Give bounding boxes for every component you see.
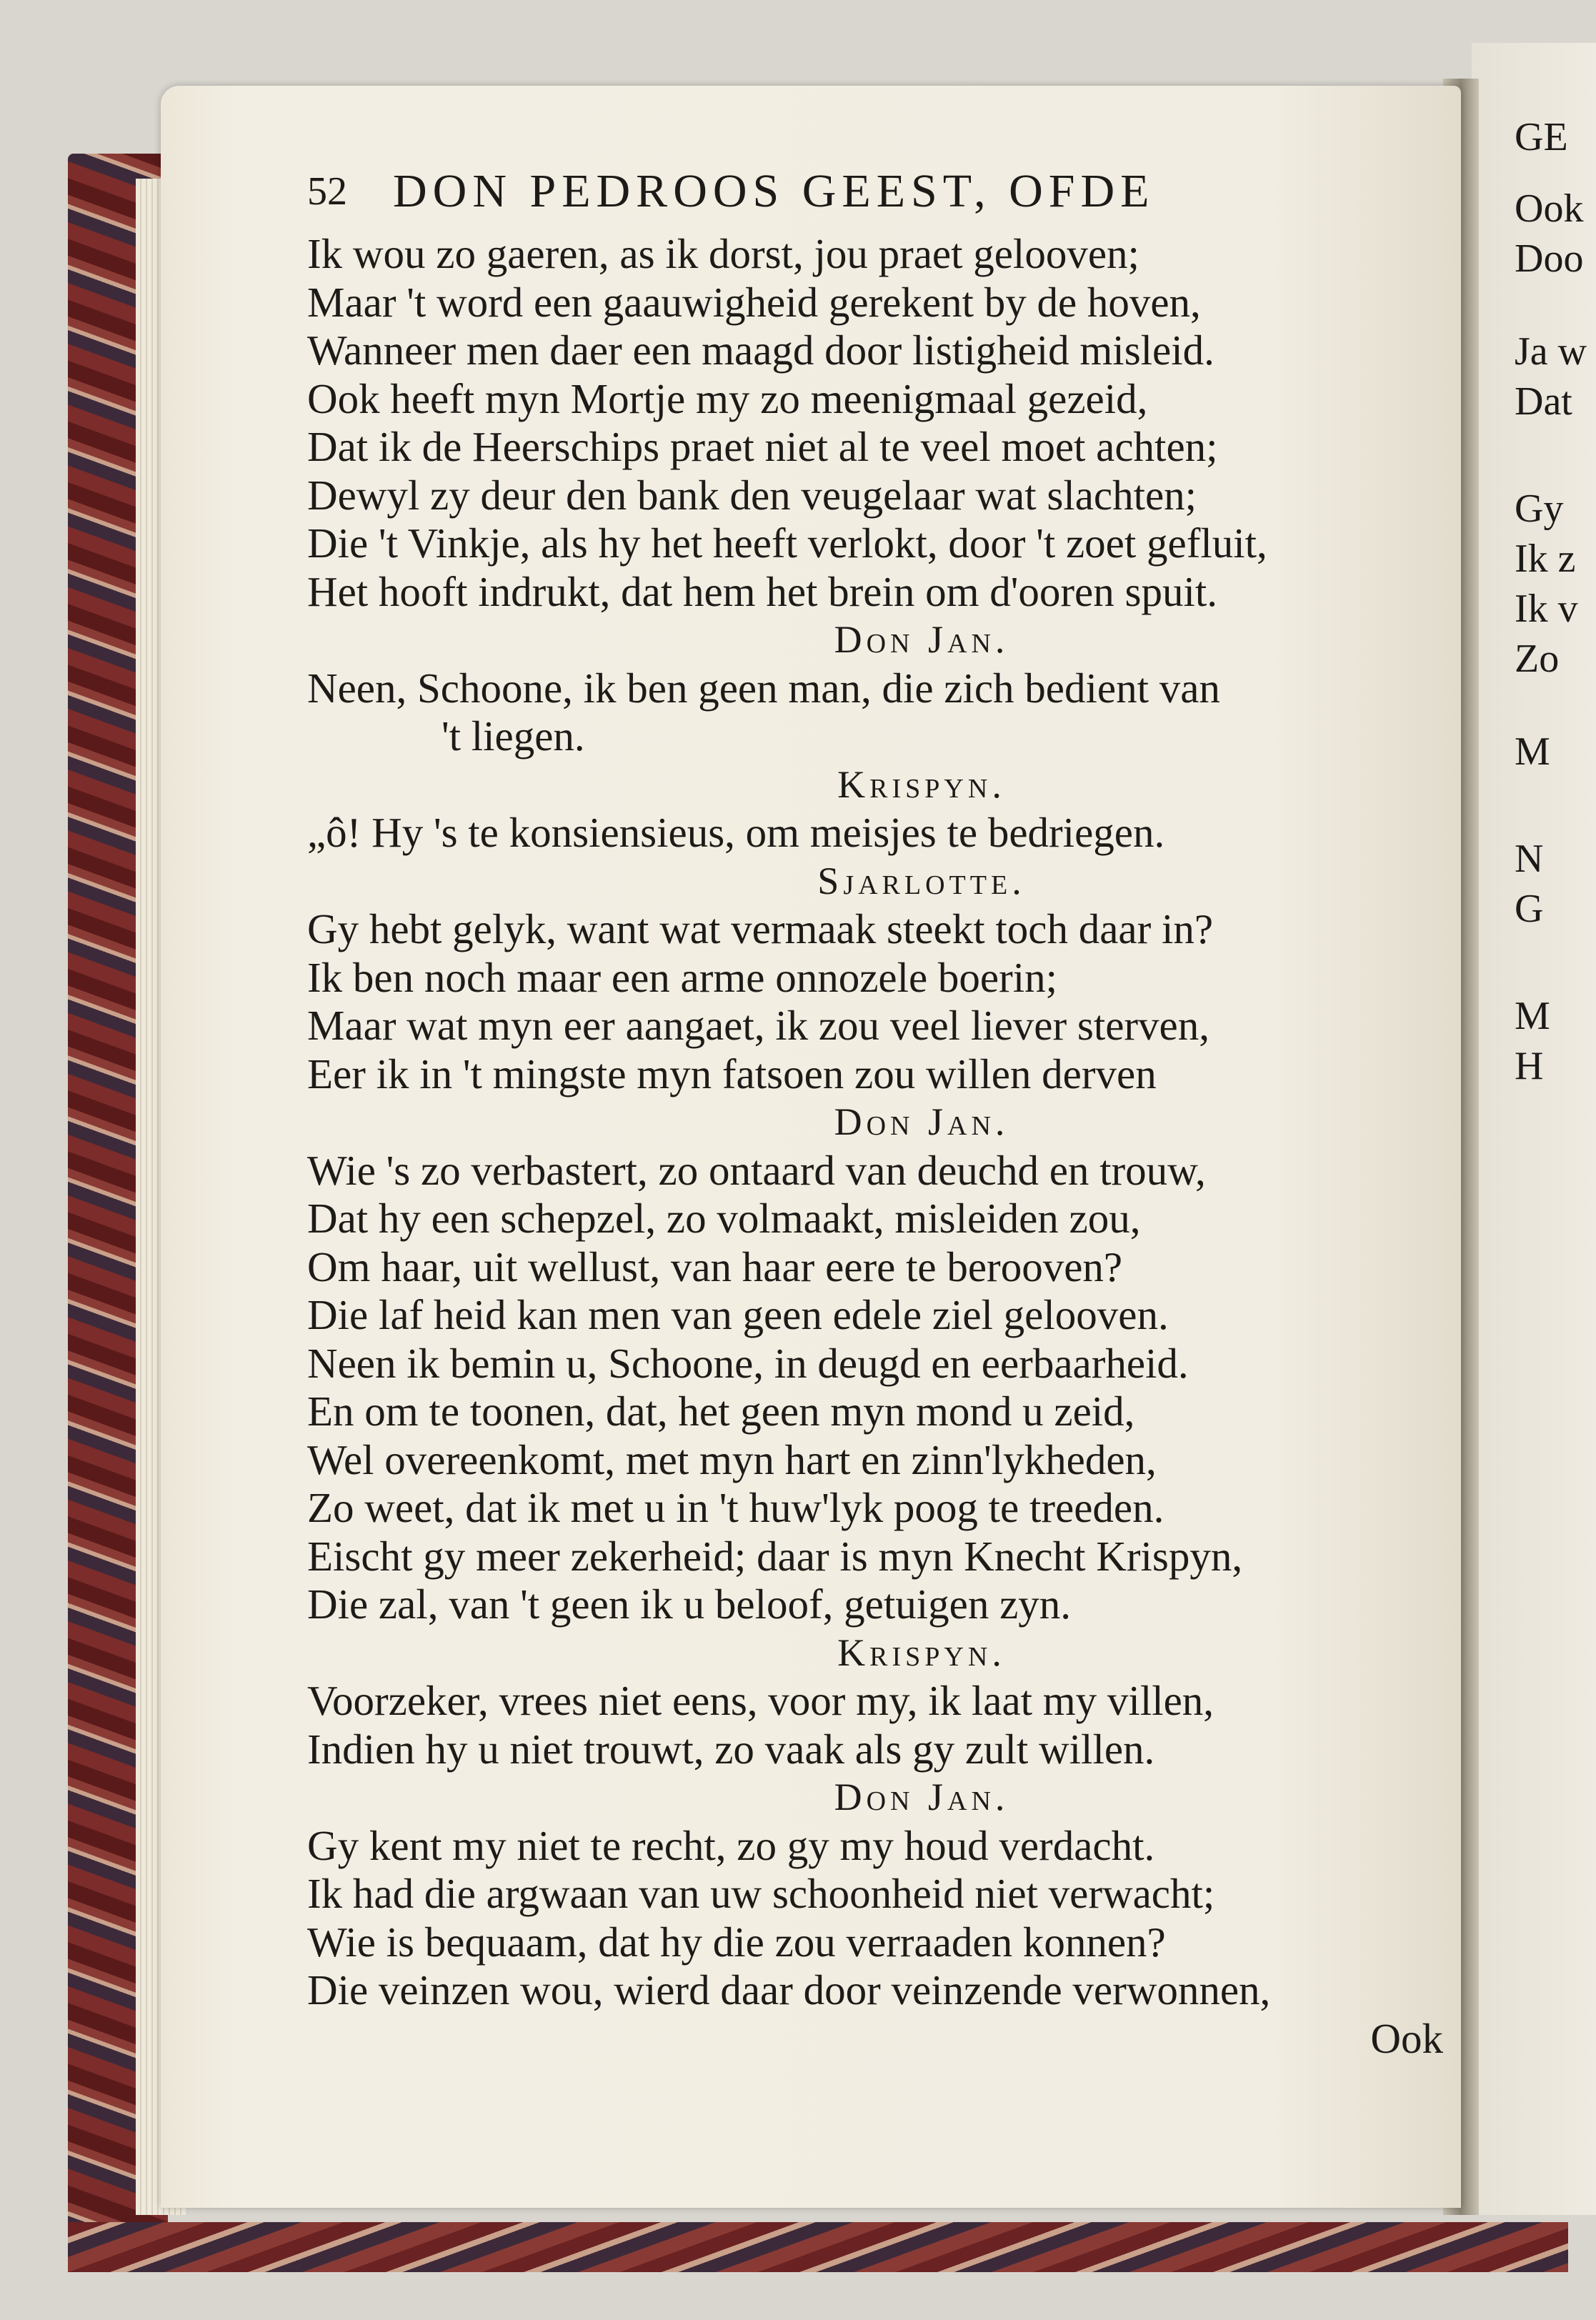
verse-line: Ook heeft myn Mortje my zo meenigmaal gezeid,: [307, 374, 1148, 422]
verse-line: Voorzeker, vrees niet eens, voor my, ik laat my villen,: [307, 1677, 1215, 1724]
verse-line: Eer ik in 't mingste myn fatsoen zou willen derven: [307, 1050, 1157, 1097]
verse-line: Wie 's zo verbastert, zo ontaard van deuchd en trouw,: [307, 1146, 1206, 1194]
facing-page-fragment: M: [1515, 994, 1550, 1038]
verse-line: Indien hy u niet trouwt, zo vaak als gy zult willen.: [307, 1725, 1155, 1773]
verse-line: Die zal, van 't geen ik u beloof, getuigen zyn.: [307, 1580, 1072, 1628]
running-head: DON PEDROOS GEEST, OFDE: [393, 165, 1155, 217]
verse-line: Neen ik bemin u, Schoone, in deugd en eerbaarheid.: [307, 1339, 1189, 1387]
page-text: [307, 164, 1443, 2063]
marbled-cover-bottom: [68, 2222, 1568, 2272]
speaker-name: Krispyn.: [837, 1631, 1006, 1674]
verse-line: Wel overeenkomt, met myn hart en zinn'lykheden,: [307, 1435, 1157, 1483]
verse-line: „ô! Hy 's te konsiensieus, om meisjes te bedriegen.: [307, 809, 1165, 856]
verse-line: Ik wou zo gaeren, as ik dorst, jou praet gelooven;: [307, 230, 1139, 277]
verse-line: Wanneer men daer een maagd door listigheid misleid.: [307, 327, 1215, 374]
verse-line: Dat ik de Heerschips praet niet al te veel moet achten;: [307, 423, 1218, 470]
page-header: [307, 164, 1422, 230]
verse-line: Die laf heid kan men van geen edele ziel gelooven.: [307, 1291, 1169, 1338]
verse-line: Zo weet, dat ik met u in 't huw'lyk poog te treeden.: [307, 1484, 1164, 1531]
verse-line: Maar wat myn eer aangaet, ik zou veel liever sterven,: [307, 1002, 1210, 1049]
facing-page-fragment: Dat: [1515, 379, 1572, 424]
facing-page-fragment: Doo: [1515, 237, 1584, 281]
verse-line: Gy hebt gelyk, want wat vermaak steekt toch daar in?: [307, 905, 1214, 952]
verse-line: Maar 't word een gaauwigheid gerekent by de hoven,: [307, 278, 1201, 326]
facing-page-fragment: Ik v: [1515, 587, 1578, 631]
verse-lines: [307, 230, 1422, 2015]
verse-line-continuation: 't liegen.: [442, 712, 585, 760]
speaker-name: Don Jan.: [834, 618, 1009, 661]
facing-page-fragment: G: [1515, 887, 1544, 931]
verse-line: Wie is bequaam, dat hy die zou verraaden konnen?: [307, 1918, 1166, 1966]
verse-line: Ik ben noch maar een arme onnozele boerin;: [307, 953, 1058, 1001]
verse-line: Die veinzen wou, wierd daar door veinzende verwonnen,: [307, 1966, 1271, 2013]
verse-line: Ik had die argwaan van uw schoonheid niet verwacht;: [307, 1870, 1215, 1917]
facing-page: [1472, 43, 1596, 2215]
facing-page-fragment: Gy: [1515, 487, 1564, 531]
facing-page-fragment: Zo: [1515, 637, 1560, 681]
page-number: 52: [307, 169, 347, 214]
verse-line: Om haar, uit wellust, van haar eere te berooven?: [307, 1243, 1123, 1290]
verse-line: Eischt gy meer zekerheid; daar is myn Knecht Krispyn,: [307, 1532, 1243, 1580]
verse-line: Neen, Schoone, ik ben geen man, die zich bedient van: [307, 664, 1220, 712]
verse-line: Dat hy een schepzel, zo volmaakt, misleiden zou,: [307, 1195, 1141, 1242]
verse-line: Dewyl zy deur den bank den veugelaar wat slachten;: [307, 471, 1197, 519]
facing-page-fragment: N: [1515, 837, 1544, 881]
speaker-name: Sjarlotte.: [817, 859, 1026, 902]
facing-page-fragment: Ook: [1515, 186, 1584, 231]
speaker-name: Don Jan.: [834, 1776, 1009, 1818]
verse-line: Het hooft indrukt, dat hem het brein om d'ooren spuit.: [307, 567, 1217, 615]
facing-page-fragment: GE: [1515, 115, 1568, 159]
facing-page-fragment: Ik z: [1515, 537, 1576, 581]
facing-page-fragment: H: [1515, 1044, 1544, 1088]
speaker-name: Krispyn.: [837, 762, 1006, 806]
verse-line: En om te toonen, dat, het geen myn mond u zeid,: [307, 1388, 1135, 1435]
speaker-name: Don Jan.: [834, 1100, 1009, 1143]
facing-page-fragment: M: [1515, 730, 1550, 774]
catchword: Ook: [1370, 2014, 1443, 2062]
verse-line: Gy kent my niet te recht, zo gy my houd verdacht.: [307, 1821, 1155, 1869]
verse-line: Die 't Vinkje, als hy het heeft verlokt, door 't zoet gefluit,: [307, 519, 1267, 567]
facing-page-fragment: Ja w: [1515, 329, 1587, 374]
